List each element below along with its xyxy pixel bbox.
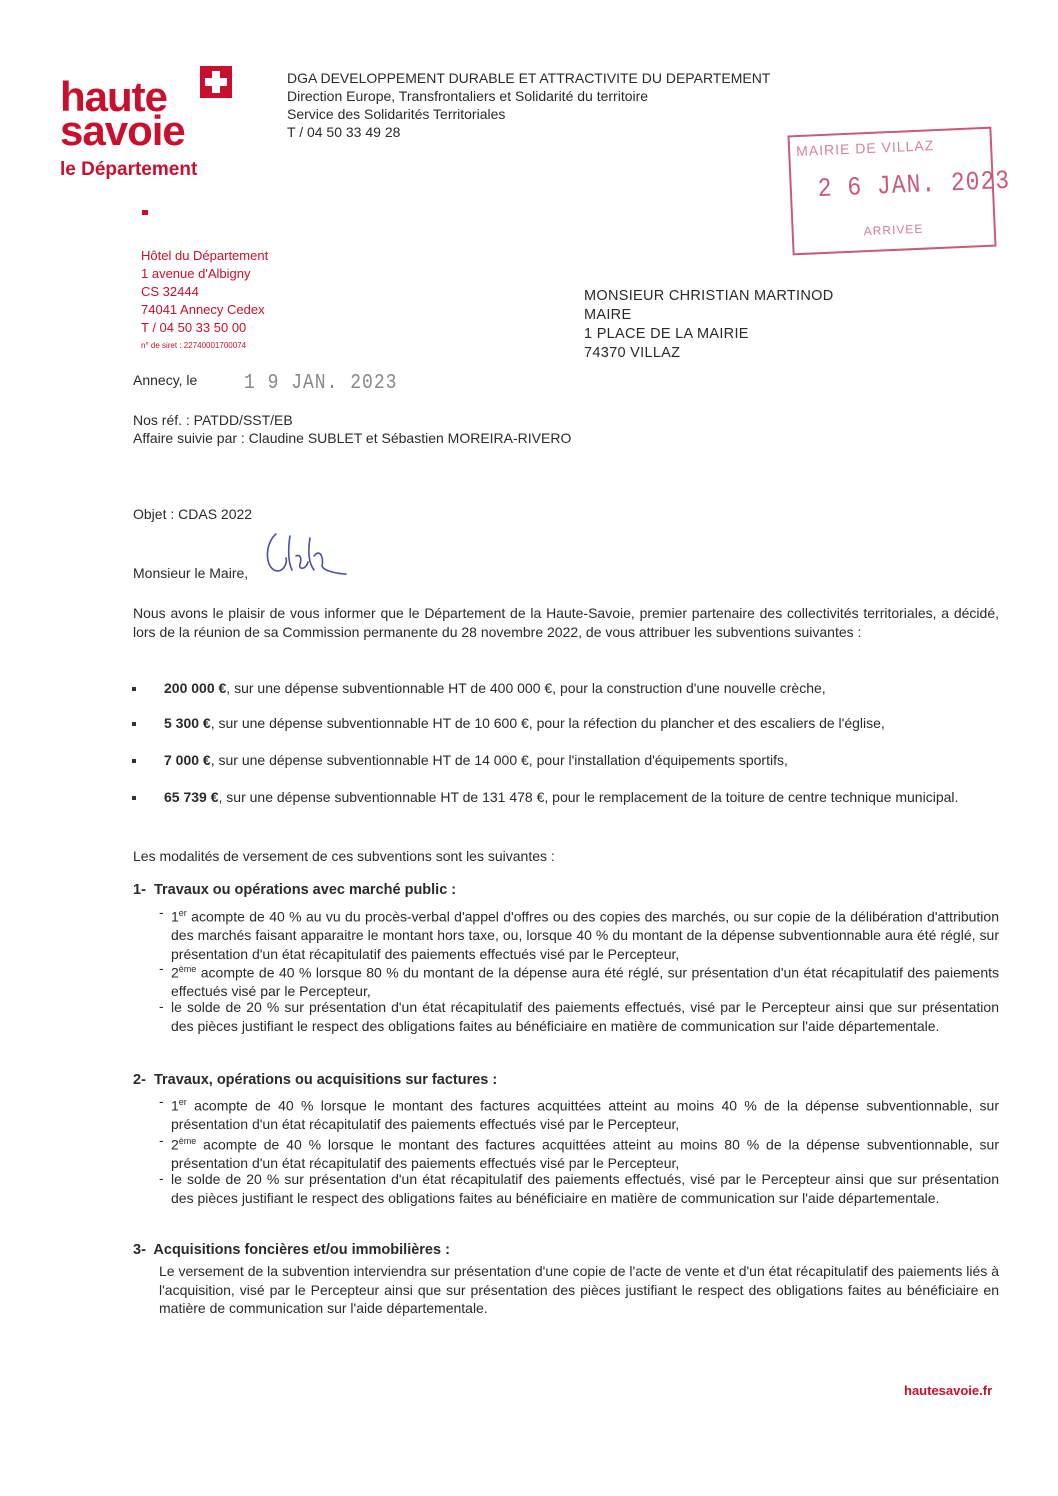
dash-bullet: - [159, 1132, 164, 1148]
address-line: CS 32444 [141, 284, 199, 299]
letter-object: Objet : CDAS 2022 [133, 506, 253, 522]
case-handlers: Affaire suivie par : Claudine SUBLET et Sébastien MOREIRA-RIVERO [133, 430, 572, 446]
payment-step [171, 998, 999, 1035]
section-title: 3- Acquisitions foncières et/ou immobilières : [133, 1242, 450, 1258]
recipient-address [584, 287, 904, 363]
step-text: acompte de 40 % lorsque le montant des factures acquittées atteint au moins 80 % de la dépense subventionnable, sur présentation d'un état récapitulatif des paiements effectués visé par le Percepteur, [171, 1136, 999, 1172]
section-body: Le versement de la subvention interviendra sur présentation d'une copie de l'acte de vente et d'un état récapitulatif des paiements liés à l'acquisition, visé par le Percepteur ainsi que sur présentation des pièces justifiant le respect des obligations faites au bénéficiaire en matière de communication sur l'aide départementale. [159, 1263, 999, 1316]
step-text: acompte de 40 % lorsque le montant des factures acquittées atteint au moins 40 % de la dépense subventionnable, sur présentation d'un état récapitulatif des paiements effectués visé par le Percepteur, [171, 1097, 999, 1133]
subsidy-item [164, 751, 998, 770]
ordinal-suffix: er [178, 908, 187, 918]
savoy-cross-icon [200, 66, 232, 98]
payment-step [171, 1170, 999, 1207]
payment-step [171, 904, 999, 963]
subsidy-text: , sur une dépense subventionnable HT de 10 600 €, pour la réfection du plancher et des escaliers de l'église, [210, 715, 885, 731]
ordinal-suffix: ème [178, 964, 197, 974]
subsidy-text: , sur une dépense subventionnable HT de 131 478 €, pour le remplacement de la toiture de centre technique municipal. [218, 789, 959, 805]
header-line: T / 04 50 33 49 28 [287, 124, 401, 140]
modalities-intro: Les modalités de versement de ces subventions sont les suivantes : [133, 848, 555, 864]
logo-subtitle: le Département [60, 159, 198, 180]
address-line: 74041 Annecy Cedex [141, 302, 265, 317]
dash-bullet: - [159, 1093, 164, 1109]
subsidy-text: , sur une dépense subventionnable HT de 14 000 €, pour l'installation d'équipements sportifs, [210, 752, 788, 768]
bullet-icon [132, 796, 136, 800]
step-text: le solde de 20 % sur présentation d'un état récapitulatif des paiements effectués, visé par le Percepteur ainsi que sur présentation des pièces justifiant le respect des obligations faites au bénéficiaire en matière de communication sur l'aide départementale. [171, 999, 999, 1034]
recipient-line: 1 PLACE DE LA MAIRIE [584, 326, 749, 342]
footer-website: hautesavoie.fr [904, 1383, 993, 1398]
recipient-line: MAIRE [584, 307, 632, 323]
header-line: Service des Solidarités Territoriales [287, 106, 506, 122]
letter-date: 1 9 JAN. 2023 [244, 371, 398, 395]
bullet-icon [132, 687, 136, 691]
subsidy-item [164, 788, 998, 807]
recipient-line: 74370 VILLAZ [584, 345, 681, 361]
header-line: DGA DEVELOPPEMENT DURABLE ET ATTRACTIVITE DU DEPARTEMENT [287, 70, 771, 86]
subsidy-amount: 5 300 € [164, 715, 211, 731]
address-line: T / 04 50 33 50 00 [141, 320, 247, 335]
dash-bullet: - [159, 1170, 164, 1186]
stamp-bottom-text: ARRIVEE [863, 221, 924, 239]
section-title: 1- Travaux ou opérations avec marché public : [133, 882, 457, 898]
department-logo [60, 73, 250, 190]
ordinal: 2 [171, 964, 179, 981]
bullet-icon [132, 759, 136, 763]
bullet-icon [132, 722, 136, 726]
our-reference: Nos réf. : PATDD/SST/EB [133, 412, 293, 428]
subsidy-text: , sur une dépense subventionnable HT de 400 000 €, pour la construction d'une nouvelle crèche, [226, 680, 826, 696]
ordinal: 2 [171, 1136, 179, 1153]
address-line: 1 avenue d'Albigny [141, 266, 251, 281]
red-marker [142, 210, 148, 215]
stamp-date: 2 6 JAN. 2023 [817, 165, 1011, 205]
payment-step [171, 960, 999, 1001]
place-label: Annecy, le [133, 372, 198, 388]
letter-header [287, 69, 887, 141]
ordinal-suffix: er [178, 1097, 187, 1107]
sender-address [141, 247, 341, 355]
ordinal: 1 [171, 908, 179, 925]
dash-bullet: - [159, 904, 164, 920]
ordinal-suffix: ème [178, 1136, 197, 1146]
recipient-line: MONSIEUR CHRISTIAN MARTINOD [584, 288, 834, 304]
intro-paragraph: Nous avons le plaisir de vous informer que le Département de la Haute-Savoie, premier partenaire des collectivités territoriales, a décidé, lors de la réunion de sa Commission permanente du 28 novembre 2022, de vous attribuer les subventions suivantes : [133, 605, 999, 640]
ordinal: 1 [171, 1097, 179, 1114]
salutation: Monsieur le Maire, [133, 565, 249, 581]
subsidy-item [164, 679, 998, 698]
subsidy-amount: 7 000 € [164, 752, 211, 768]
handwritten-initials [262, 528, 348, 584]
reception-stamp [787, 127, 1011, 256]
logo-word-haute: haute [60, 73, 168, 120]
section-title: 2- Travaux, opérations ou acquisitions sur factures : [133, 1072, 498, 1088]
dash-bullet: - [159, 960, 164, 976]
stamp-top-text: MAIRIE DE VILLAZ [795, 137, 935, 160]
payment-step [171, 1132, 999, 1173]
address-line: Hôtel du Département [141, 248, 269, 263]
step-text: le solde de 20 % sur présentation d'un état récapitulatif des paiements effectués, visé par le Percepteur ainsi que sur présentation des pièces justifiant le respect des obligations faites au bénéficiaire en matière de communication sur l'aide départementale. [171, 1171, 999, 1206]
subsidy-amount: 200 000 € [164, 680, 227, 696]
dash-bullet: - [159, 998, 164, 1014]
subsidy-item [164, 714, 1004, 733]
header-line: Direction Europe, Transfrontaliers et Solidarité du territoire [287, 88, 649, 104]
logo-word-savoie: savoie [60, 107, 185, 154]
step-text: acompte de 40 % lorsque 80 % du montant de la dépense aura été réglé, sur présentation d'un état récapitulatif des paiements effectués visé par le Percepteur, [171, 964, 999, 1000]
step-text: acompte de 40 % au vu du procès-verbal d'appel d'offres ou des copies des marchés, ou sur copie de la délibération d'attribution des marchés faisant apparaitre le montant hors taxe, ou, lorsque 40 % du montant de la dépense subventionnable aura été réglé, sur présentation d'un état récapitulatif des paiements effectués visé par le Percepteur, [171, 908, 999, 962]
siret-number: n° de siret : 22740001700074 [141, 341, 247, 350]
subsidy-amount: 65 739 € [164, 789, 219, 805]
payment-step [171, 1093, 999, 1134]
